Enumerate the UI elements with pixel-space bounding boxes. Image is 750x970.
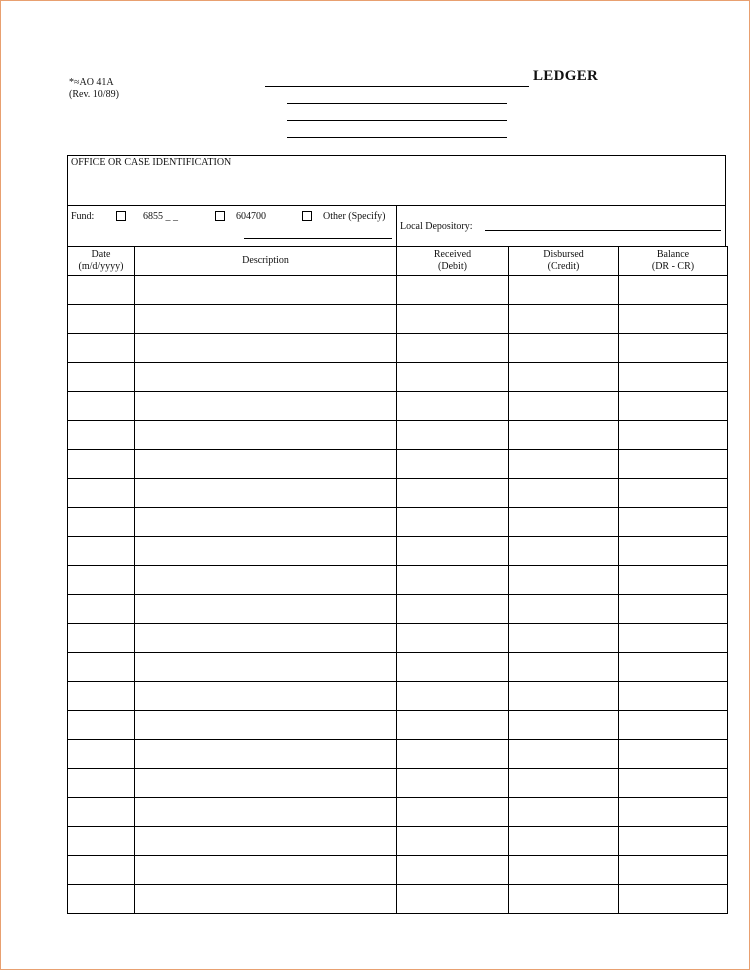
ledger-row (68, 537, 728, 566)
ledger-row (68, 363, 728, 392)
date-column-header (68, 247, 135, 276)
disbursed-cell[interactable] (509, 740, 619, 769)
balance-cell[interactable] (619, 653, 728, 682)
description-cell[interactable] (135, 276, 397, 305)
form-id-block (69, 77, 119, 101)
balance-cell[interactable] (619, 363, 728, 392)
received-cell[interactable] (397, 392, 509, 421)
description-cell[interactable] (135, 334, 397, 363)
balance-cell[interactable] (619, 885, 728, 914)
description-cell[interactable] (135, 827, 397, 856)
ledger-row (68, 769, 728, 798)
date-cell[interactable] (68, 740, 135, 769)
ledger-row (68, 856, 728, 885)
date-cell[interactable] (68, 566, 135, 595)
description-cell[interactable] (135, 653, 397, 682)
date-cell[interactable] (68, 392, 135, 421)
ledger-row (68, 682, 728, 711)
date-cell[interactable] (68, 276, 135, 305)
disbursed-cell[interactable] (509, 856, 619, 885)
disbursed-cell[interactable] (509, 885, 619, 914)
description-cell[interactable] (135, 856, 397, 885)
page-title: LEDGER (533, 68, 599, 84)
other-specify-field[interactable] (244, 238, 392, 239)
local-depository-label: Local Depository: (400, 221, 473, 232)
disbursed-cell[interactable] (509, 508, 619, 537)
ledger-row (68, 334, 728, 363)
fund-6855-checkbox[interactable] (116, 211, 126, 221)
form-revision: (Rev. 10/89) (69, 89, 119, 100)
ledger-row (68, 508, 728, 537)
balance-header-text: Balance (656, 249, 690, 260)
disbursed-cell[interactable] (509, 392, 619, 421)
disbursed-column-header (509, 247, 619, 276)
ledger-row (68, 711, 728, 740)
fund-other-checkbox[interactable] (302, 211, 312, 221)
disbursed-cell[interactable] (509, 421, 619, 450)
received-cell[interactable] (397, 653, 509, 682)
ledger-row (68, 450, 728, 479)
received-header-text: Received (433, 249, 472, 260)
form-number: *≈AO 41A (69, 77, 114, 88)
description-cell[interactable] (135, 450, 397, 479)
ledger-row (68, 827, 728, 856)
received-cell[interactable] (397, 450, 509, 479)
disbursed-cell[interactable] (509, 450, 619, 479)
disbursed-cell[interactable] (509, 479, 619, 508)
balance-cell[interactable] (619, 421, 728, 450)
balance-cell[interactable] (619, 305, 728, 334)
date-cell[interactable] (68, 711, 135, 740)
received-cell[interactable] (397, 595, 509, 624)
balance-cell[interactable] (619, 479, 728, 508)
received-cell[interactable] (397, 276, 509, 305)
date-cell[interactable] (68, 827, 135, 856)
description-cell[interactable] (135, 479, 397, 508)
description-header-text: Description (242, 255, 289, 266)
received-cell[interactable] (397, 537, 509, 566)
fund-6855-label: 6855 _ _ (143, 211, 178, 222)
balance-cell[interactable] (619, 827, 728, 856)
disbursed-cell[interactable] (509, 769, 619, 798)
description-cell[interactable] (135, 769, 397, 798)
title-fill-line[interactable] (265, 86, 529, 87)
fund-section (67, 206, 726, 246)
date-cell[interactable] (68, 479, 135, 508)
ledger-row (68, 305, 728, 334)
ledger-row (68, 885, 728, 914)
date-header-format: (m/d/yyyy) (78, 261, 124, 272)
date-cell[interactable] (68, 421, 135, 450)
date-cell[interactable] (68, 798, 135, 827)
description-cell[interactable] (135, 421, 397, 450)
ledger-table (67, 246, 728, 914)
description-cell[interactable] (135, 508, 397, 537)
date-cell[interactable] (68, 769, 135, 798)
office-case-identification-field[interactable] (67, 155, 726, 206)
disbursed-cell[interactable] (509, 595, 619, 624)
description-cell[interactable] (135, 624, 397, 653)
date-header-text: Date (91, 249, 111, 260)
balance-cell[interactable] (619, 682, 728, 711)
ledger-row (68, 595, 728, 624)
description-cell[interactable] (135, 363, 397, 392)
header-fill-line-2[interactable] (287, 120, 507, 121)
received-cell[interactable] (397, 827, 509, 856)
received-cell[interactable] (397, 711, 509, 740)
received-cell[interactable] (397, 885, 509, 914)
received-cell[interactable] (397, 682, 509, 711)
disbursed-cell[interactable] (509, 827, 619, 856)
date-cell[interactable] (68, 305, 135, 334)
ledger-header-row (68, 247, 728, 276)
received-cell[interactable] (397, 363, 509, 392)
date-cell[interactable] (68, 682, 135, 711)
description-cell[interactable] (135, 711, 397, 740)
ledger-row (68, 740, 728, 769)
balance-cell[interactable] (619, 711, 728, 740)
received-cell[interactable] (397, 769, 509, 798)
date-cell[interactable] (68, 856, 135, 885)
ledger-row (68, 392, 728, 421)
balance-cell[interactable] (619, 798, 728, 827)
ledger-row (68, 653, 728, 682)
date-cell[interactable] (68, 624, 135, 653)
disbursed-cell[interactable] (509, 624, 619, 653)
ledger-row (68, 421, 728, 450)
balance-cell[interactable] (619, 450, 728, 479)
description-cell[interactable] (135, 305, 397, 334)
description-cell[interactable] (135, 566, 397, 595)
description-cell[interactable] (135, 798, 397, 827)
date-cell[interactable] (68, 885, 135, 914)
ledger-row (68, 479, 728, 508)
date-cell[interactable] (68, 595, 135, 624)
date-cell[interactable] (68, 537, 135, 566)
balance-cell[interactable] (619, 508, 728, 537)
disbursed-header-sub: (Credit) (547, 261, 580, 272)
received-header-sub: (Debit) (438, 261, 467, 272)
disbursed-cell[interactable] (509, 653, 619, 682)
header-fill-line-1[interactable] (287, 103, 507, 104)
balance-cell[interactable] (619, 624, 728, 653)
received-cell[interactable] (397, 479, 509, 508)
received-cell[interactable] (397, 305, 509, 334)
disbursed-cell[interactable] (509, 711, 619, 740)
ledger-row (68, 566, 728, 595)
disbursed-header-text: Disbursed (543, 249, 584, 260)
description-cell[interactable] (135, 740, 397, 769)
office-case-label: OFFICE OR CASE IDENTIFICATION (71, 157, 232, 168)
received-cell[interactable] (397, 421, 509, 450)
disbursed-cell[interactable] (509, 305, 619, 334)
disbursed-cell[interactable] (509, 537, 619, 566)
ledger-row (68, 276, 728, 305)
received-cell[interactable] (397, 740, 509, 769)
fund-604700-checkbox[interactable] (215, 211, 225, 221)
balance-cell[interactable] (619, 334, 728, 363)
description-cell[interactable] (135, 885, 397, 914)
disbursed-cell[interactable] (509, 798, 619, 827)
balance-cell[interactable] (619, 566, 728, 595)
balance-cell[interactable] (619, 740, 728, 769)
balance-cell[interactable] (619, 276, 728, 305)
date-cell[interactable] (68, 653, 135, 682)
received-cell[interactable] (397, 566, 509, 595)
balance-header-sub: (DR - CR) (651, 261, 695, 272)
date-cell[interactable] (68, 334, 135, 363)
balance-cell[interactable] (619, 392, 728, 421)
fund-divider (396, 206, 397, 246)
received-column-header (397, 247, 509, 276)
received-cell[interactable] (397, 798, 509, 827)
ledger-row (68, 798, 728, 827)
date-cell[interactable] (68, 450, 135, 479)
description-column-header (135, 247, 397, 276)
fund-label: Fund: (71, 211, 95, 222)
ledger-body (68, 276, 728, 914)
balance-cell[interactable] (619, 537, 728, 566)
balance-column-header (619, 247, 728, 276)
received-cell[interactable] (397, 334, 509, 363)
date-cell[interactable] (68, 508, 135, 537)
header-fill-line-3[interactable] (287, 137, 507, 138)
description-cell[interactable] (135, 682, 397, 711)
disbursed-cell[interactable] (509, 363, 619, 392)
description-cell[interactable] (135, 595, 397, 624)
disbursed-cell[interactable] (509, 566, 619, 595)
disbursed-cell[interactable] (509, 682, 619, 711)
balance-cell[interactable] (619, 856, 728, 885)
received-cell[interactable] (397, 624, 509, 653)
local-depository-field[interactable] (485, 230, 721, 231)
balance-cell[interactable] (619, 769, 728, 798)
received-cell[interactable] (397, 508, 509, 537)
ledger-row (68, 624, 728, 653)
balance-cell[interactable] (619, 595, 728, 624)
fund-other-label: Other (Specify) (323, 211, 386, 222)
description-cell[interactable] (135, 392, 397, 421)
disbursed-cell[interactable] (509, 276, 619, 305)
disbursed-cell[interactable] (509, 334, 619, 363)
received-cell[interactable] (397, 856, 509, 885)
date-cell[interactable] (68, 363, 135, 392)
fund-604700-label: 604700 (236, 211, 266, 222)
description-cell[interactable] (135, 537, 397, 566)
